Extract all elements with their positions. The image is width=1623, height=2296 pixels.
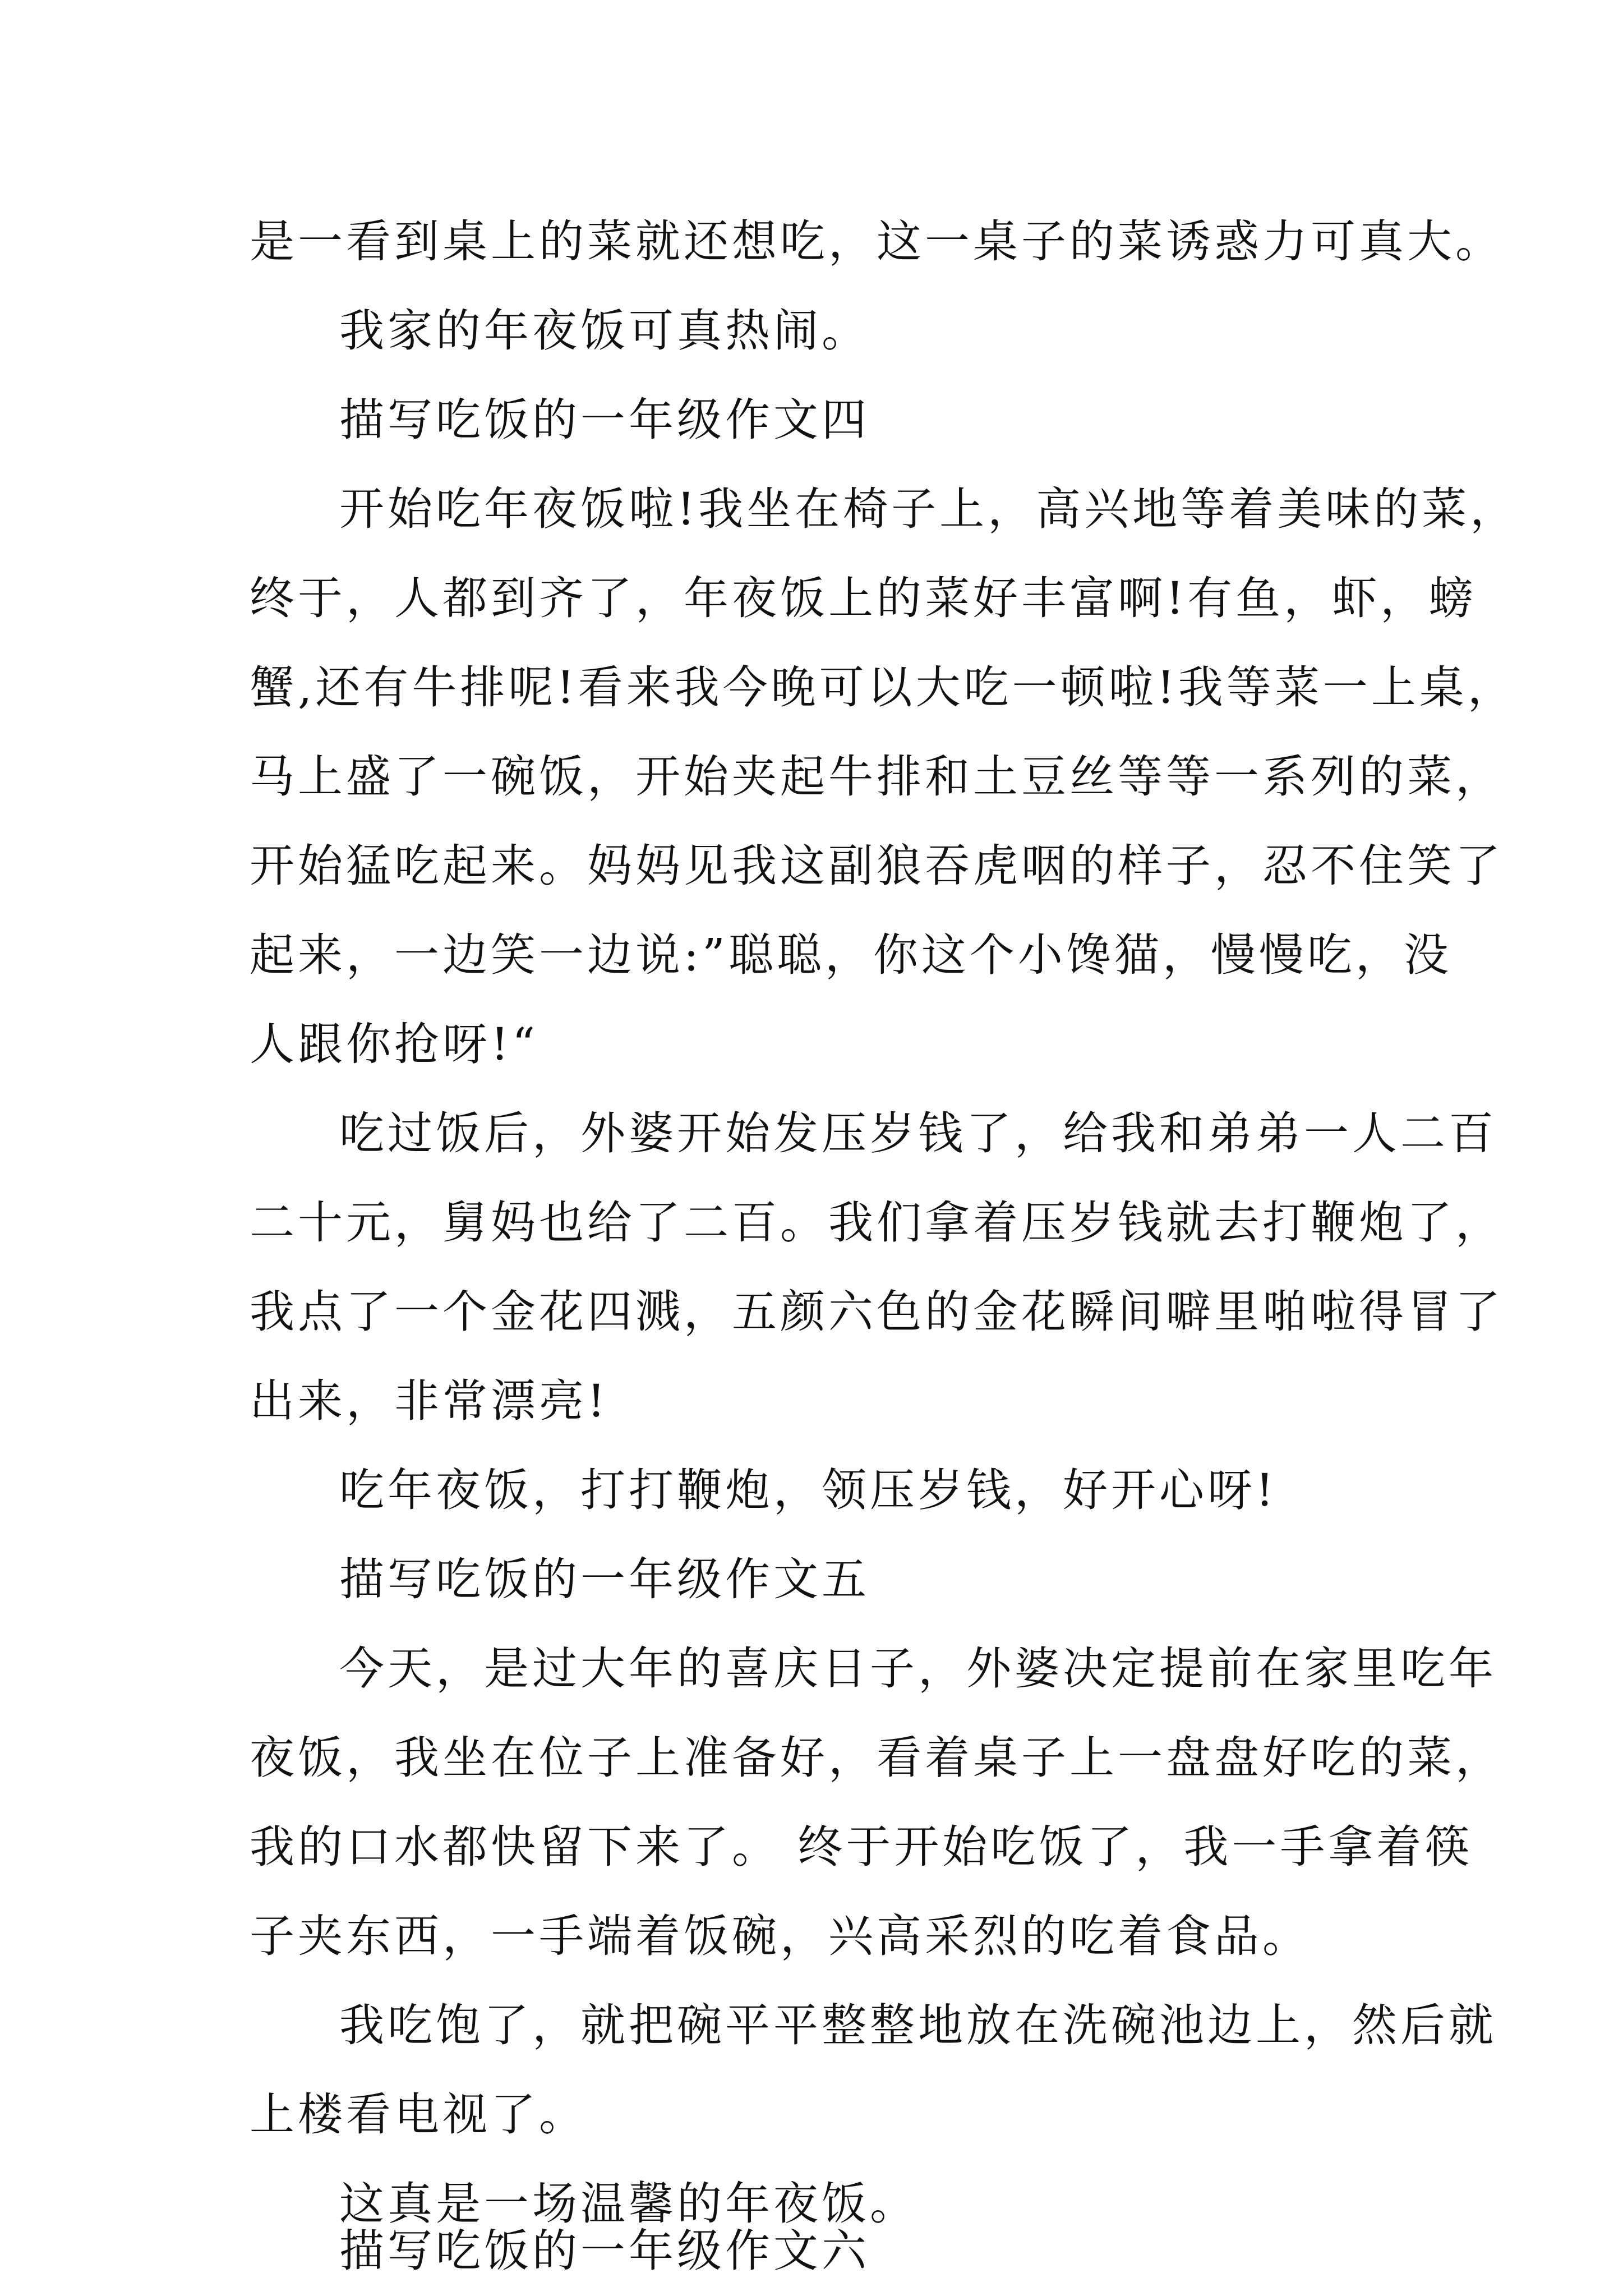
- text-line: 是一看到桌上的菜就还想吃，这一桌子的菜诱惑力可真大。: [250, 215, 1504, 268]
- text-line: 蟹,还有牛排呢!看来我今晚可以大吃一顿啦!我等菜一上桌，: [250, 661, 1516, 714]
- text-line: 我吃饱了，就把碗平平整整地放在洗碗池边上，然后就: [339, 1999, 1497, 2051]
- text-line: 上楼看电视了。: [250, 2088, 587, 2141]
- section-heading: 描写吃饭的一年级作文四: [339, 394, 870, 446]
- text-line: 开始猛吃起来。妈妈见我这副狼吞虎咽的样子，忍不住笑了: [250, 840, 1504, 892]
- text-line: 吃年夜饭，打打鞭炮，领压岁钱，好开心呀!: [339, 1464, 1278, 1516]
- text-line: 开始吃年夜饭啦!我坐在椅子上，高兴地等着美味的菜，: [339, 483, 1519, 535]
- text-line: 吃过饭后，外婆开始发压岁钱了，给我和弟弟一人二百: [339, 1107, 1497, 1159]
- text-line: 这真是一场温馨的年夜饭。: [339, 2178, 918, 2230]
- section-heading: 描写吃饭的一年级作文五: [339, 1553, 870, 1605]
- text-line: 我点了一个金花四溅，五颜六色的金花瞬间噼里啪啦得冒了: [250, 1286, 1504, 1338]
- text-line: 我的口水都快留下来了。 终于开始吃饭了，我一手拿着筷: [250, 1821, 1473, 1873]
- text-line: 马上盛了一碗饭，开始夹起牛排和土豆丝等等一系列的菜，: [250, 751, 1504, 803]
- text-line: 起来，一边笑一边说:”聪聪，你这个小馋猫，慢慢吃，没: [250, 929, 1452, 981]
- text-line: 二十元，舅妈也给了二百。我们拿着压岁钱就去打鞭炮了，: [250, 1197, 1504, 1249]
- text-line: 终于，人都到齐了，年夜饭上的菜好丰富啊!有鱼，虾，螃: [250, 572, 1477, 624]
- section-heading: 描写吃饭的一年级作文六: [339, 2225, 870, 2277]
- text-line: 夜饭，我坐在位子上准备好，看着桌子上一盘盘好吃的菜，: [250, 1732, 1504, 1784]
- text-line: 今天，是过大年的喜庆日子，外婆决定提前在家里吃年: [339, 1642, 1497, 1695]
- text-line: 人跟你抢呀!“: [250, 1018, 539, 1070]
- text-line: 子夹东西，一手端着饭碗，兴高采烈的吃着食品。: [250, 1910, 1311, 1962]
- text-line: 我家的年夜饭可真热闹。: [339, 305, 870, 357]
- text-line: 出来，非常漂亮!: [250, 1375, 609, 1427]
